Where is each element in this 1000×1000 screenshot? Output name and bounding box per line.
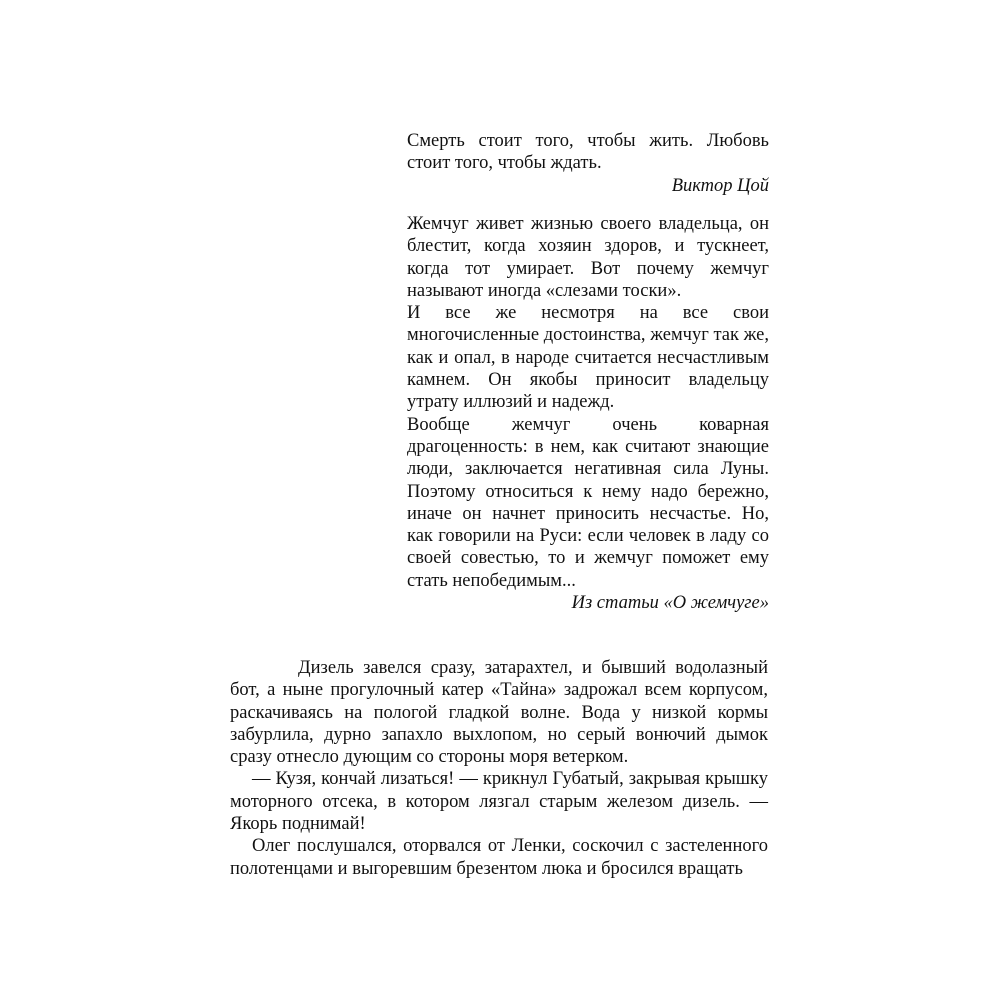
epigraph-viktor-tsoi [407,130,769,197]
body-paragraph: Олег послушался, оторвался от Ленки, соскочил с застеленного полотенцами и выгоревшим брезентом люка и бросился вращать [230,836,768,879]
epigraph-author: Виктор Цой [671,175,769,196]
body-paragraph: — Кузя, кончай лизаться! — крикнул Губатый, закрывая крышку моторного отсека, в котором лязгал старым железом дизель. — Якорь поднимай! [230,769,768,835]
epigraph-pearl-article [407,213,769,614]
epigraph-paragraph: И все же несмотря на все свои многочисленные достоинства, жемчуг так же, как и опал, в народе считается несчастливым камнем. Он якобы приносит владельцу утрату иллюзий и надежд. [407,303,769,413]
epigraph-source: Из статьи «О жемчуге» [571,593,769,614]
body-paragraph: Дизель завелся сразу, затарахтел, и бывший водолазный бот, а ныне прогулочный катер «Тайна» задрожал всем корпусом, раскачиваясь на пологой гладкой волне. Вода у низкой кормы забурлила, дурно запахло выхлопом, но серый вонючий дымок сразу отнесло дующим со стороны моря ветерком. [230,658,768,768]
chapter-body-text [230,657,768,880]
epigraph-paragraph: Вообще жемчуг очень коварная драгоценность: в нем, как считают знающие люди, заключается негативная сила Луны. Поэтому относиться к нему надо бережно, иначе он начнет приносить несчастье. Но, как говорили на Руси: если человек в ладу со своей совестью, то и жемчуг поможет ему стать непобедимым... [407,414,769,591]
epigraph-paragraph: Жемчуг живет жизнью своего владельца, он блестит, когда хозяин здоров, и тускнеет, когда тот умирает. Вот почему жемчуг называют иногда «слезами тоски». [407,214,769,301]
epigraph-quote: Смерть стоит того, чтобы жить. Любовь стоит того, чтобы ждать. [407,131,769,174]
